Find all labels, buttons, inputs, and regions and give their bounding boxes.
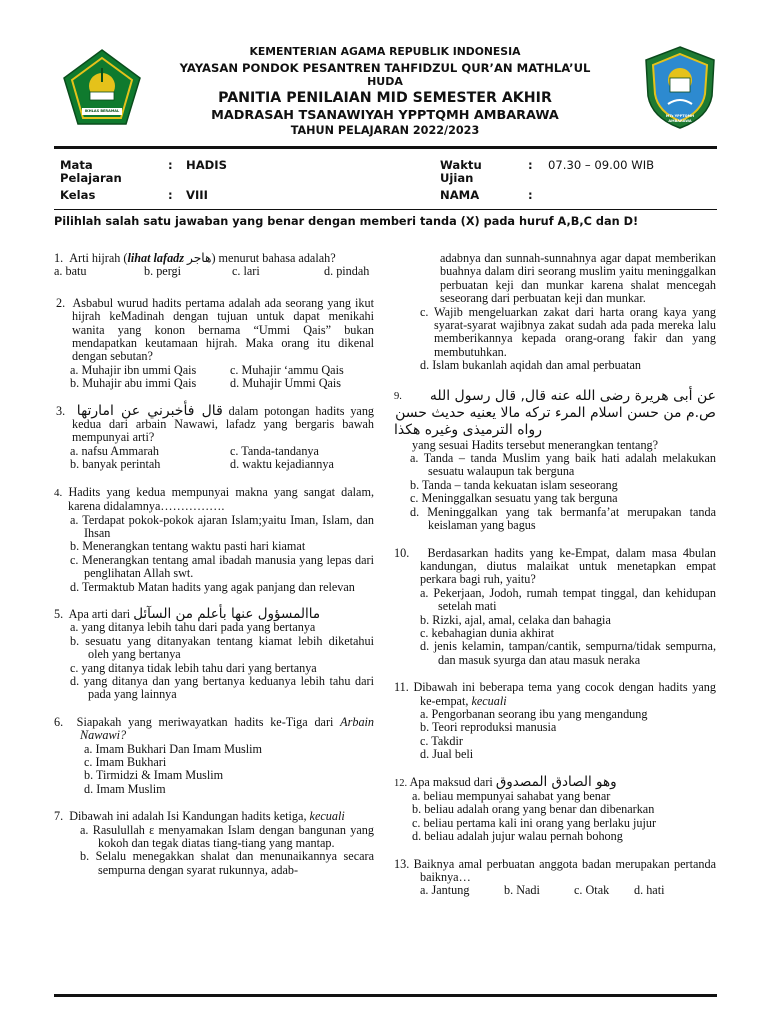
question-3-text	[54, 402, 375, 445]
question-7-options-right	[394, 306, 716, 373]
q3-option-b[interactable]: b. banyak perintah	[70, 457, 161, 472]
q4-option-d[interactable]: d. Termaktub Matan hadits yang agak panjang dan relevan	[70, 579, 355, 594]
question-3-body: dalam potongan hadits yang kedua dari arbain Nawawi, lafadz yang bergaris bawah mempunyai arti?	[72, 403, 375, 445]
header-year: TAHUN PELAJARAN 2022/2023	[290, 124, 480, 137]
q13-option-c[interactable]: c. Otak	[574, 883, 610, 898]
question-6-number: 6.	[54, 714, 64, 729]
time-value: 07.30 – 09.00 WIB	[548, 158, 655, 172]
question-6	[54, 716, 374, 796]
question-12-options	[394, 790, 716, 844]
q11-option-b[interactable]: b. Teori reproduksi manusia	[420, 720, 557, 735]
question-9-arabic-line1	[394, 387, 716, 405]
question-10-options	[394, 587, 716, 667]
question-4	[54, 486, 374, 594]
q1-option-c[interactable]: c. lari	[232, 264, 260, 279]
q13-option-d[interactable]: d. hati	[634, 883, 665, 898]
question-6-text	[54, 716, 374, 743]
q12-option-d[interactable]: d. beliau adalah jujur walau pernah bohong	[412, 829, 623, 844]
question-5-arabic: ماالمسؤول عنها بأعلم من السآئل	[133, 605, 321, 622]
question-5-number: 5.	[54, 606, 64, 621]
question-7-number: 7.	[54, 809, 64, 824]
question-7-italic: kecuali	[309, 809, 345, 824]
q2-option-a[interactable]: a. Muhajir ibn ummi Qais	[70, 362, 197, 377]
question-7-continued	[394, 252, 716, 306]
q4-option-a[interactable]: a. Terdapat pokok-pokok ajaran Islam;yaitu Iman, Islam, dan Ihsan	[70, 512, 374, 540]
question-13-options	[394, 884, 716, 897]
question-1-post: ) menurut bahasa adalah?	[211, 251, 336, 265]
q10-option-a[interactable]: a. Pekerjaan, Jodoh, rumah tempat tinggal, dan kehidupan setelah mati	[420, 585, 716, 614]
kemenag-logo-text: IKHLAS BERAMAL	[84, 109, 120, 113]
question-1-pre: Arti hijrah (	[69, 251, 128, 265]
q9-option-c[interactable]: c. Meninggalkan sesuatu yang tak berguna	[410, 491, 618, 506]
q10-option-d[interactable]: d. jenis kelamin, tampan/cantik, sempurna/tidak sempurna, dan masuk syurga dan atau masuk neraka	[420, 639, 716, 667]
left-column	[54, 252, 374, 877]
q5-option-a[interactable]: a. yang ditanya lebih tahu dari pada yang bertanya	[70, 620, 316, 635]
question-12-arabic: وهو الصادق المصدوق	[495, 773, 617, 790]
question-6-body: Siapakah yang meriwayatkan hadits ke-Tiga dari	[76, 714, 334, 729]
subject-value: HADIS	[186, 158, 227, 172]
header-school: MADRASAH TSANAWIYAH YPPTQMH AMBARAWA	[211, 108, 559, 123]
q11-option-a[interactable]: a. Pengorbanan seorang ibu yang mengandung	[420, 706, 648, 721]
q9-option-b[interactable]: b. Tanda – tanda kekuatan islam seseorang	[410, 477, 618, 492]
q2-option-b[interactable]: b. Muhajir abu immi Qais	[70, 376, 197, 391]
q7-option-c[interactable]: c. Wajib mengeluarkan zakat dari harta orang kaya yang syarat-syarat wajibnya zakat sudah ada pada mereka lalu memberikannya kepada orang-orang fakir dan yang membutuhkan.	[420, 304, 716, 359]
q7-option-a[interactable]: a. Rasulullah ε menyamakan Islam dengan bangunan yang kokoh dan tegak diatas tiang-tiang yang mantap.	[80, 822, 374, 851]
q3-option-c[interactable]: c. Tanda-tandanya	[230, 443, 319, 458]
q13-option-a[interactable]: a. Jantung	[420, 883, 470, 898]
question-5	[54, 605, 374, 702]
question-1-options	[54, 265, 374, 278]
name-label: NAMA	[440, 188, 480, 202]
question-2-text	[54, 297, 374, 364]
name-colon: :	[528, 188, 533, 202]
subject-colon: :	[168, 158, 173, 172]
q7-option-b-cont: adabnya dan sunnah-sunnahnya agar dapat memberikan buahnya dalam diri seorang muslim yaitu meninggalkan perbuatan keji dan munkar karena shalat mencegah seseorang dari perbuatan keji dan munkar.	[440, 251, 716, 306]
q6-option-a[interactable]: a. Imam Bukhari Dan Imam Muslim	[84, 741, 263, 756]
q11-option-d[interactable]: d. Jual beli	[420, 747, 474, 762]
q11-option-c[interactable]: c. Takdir	[420, 733, 463, 748]
question-3-number: 3.	[56, 403, 66, 418]
q5-option-d[interactable]: d. yang ditanya dan yang bertanya keduanya lebih tahu dari pada yang lainnya	[70, 673, 374, 702]
question-9-arabic-1: عن أبى هريرة رضى الله عنه قال, قال رسول الله	[429, 387, 716, 404]
question-12-number: 12.	[394, 777, 408, 789]
question-7-body: Dibawah ini adalah Isi Kandungan hadits ketiga,	[69, 809, 307, 824]
question-7-text	[54, 810, 374, 823]
question-12	[394, 773, 716, 844]
question-10-body: Berdasarkan hadits yang ke-Empat, dalam masa 4bulan kandungan, diutus malaikat untuk menetapkan empat perkara bagi ruh, yaitu?	[420, 545, 717, 587]
q4-option-c[interactable]: c. Menerangkan tentang amal ibadah manusia yang lepas dari penglihatan Allah swt.	[70, 552, 374, 581]
q12-option-b[interactable]: b. beliau adalah orang yang benar dan dibenarkan	[412, 802, 655, 817]
q9-option-d[interactable]: d. Meninggalkan yang tak bermanfa’at merupakan tanda keislaman yang bagus	[410, 504, 716, 533]
question-1-arabic: هاجر	[187, 251, 212, 265]
time-label: Waktu Ujian	[440, 158, 482, 185]
header-committee: PANITIA PENILAIAN MID SEMESTER AKHIR	[218, 90, 552, 106]
school-logo	[640, 44, 720, 130]
question-5-options	[54, 621, 374, 701]
q4-option-b[interactable]: b. Menerangkan tentang waktu pasti hari kiamat	[70, 539, 306, 554]
q3-option-a[interactable]: a. nafsu Ammarah	[70, 443, 160, 458]
q7-option-d[interactable]: d. Islam bukanlah aqidah dan amal perbuatan	[420, 358, 641, 373]
q7-option-b[interactable]: b. Selalu menegakkan shalat dan menunaikannya secara sempurna dengan syarat rukunnya, adab-	[80, 849, 374, 877]
q12-option-a[interactable]: a. beliau mempunyai sahabat yang benar	[412, 789, 611, 803]
question-4-number: 4.	[54, 486, 63, 499]
question-9-options	[394, 452, 716, 532]
question-11-options	[394, 708, 716, 762]
question-10-text	[394, 547, 716, 587]
question-4-body: Hadits yang kedua mempunyai makna yang sangat dalam, karena didalamnya…………….	[68, 484, 374, 514]
question-6-options	[54, 743, 374, 797]
question-9-arabic-2: ص.م من حسن اسلام المرء تركه مالا يعنيه حديث حسن	[395, 404, 716, 421]
question-13-number: 13.	[394, 856, 410, 871]
q3-option-d[interactable]: d. waktu kejadiannya	[230, 457, 334, 472]
class-label: Kelas	[60, 188, 96, 202]
header-foundation: YAYASAN PONDOK PESANTREN TAHFIDZUL QUR’AN MATHLA’UL	[179, 61, 591, 75]
info-rule	[54, 209, 717, 210]
question-11-body: Dibawah ini beberapa tema yang cocok dengan hadits yang ke-empat,	[413, 680, 716, 708]
question-5-text	[54, 605, 374, 622]
q9-option-a[interactable]: a. Tanda – tanda Muslim yang baik hati adalah melakukan sesuatu walaupun tak berguna	[410, 451, 716, 479]
school-logo-text: MTs YPPTQMH AMBARAWA	[665, 114, 695, 123]
right-column	[394, 252, 716, 898]
question-6-italic: Arbain Nawawi?	[80, 714, 375, 743]
question-13-text	[394, 858, 716, 885]
class-colon: :	[168, 188, 173, 202]
time-colon: :	[528, 158, 533, 172]
footer-rule	[54, 994, 717, 997]
question-10-number: 10.	[394, 545, 410, 560]
question-9-arabic-3: رواه الترميذى وغيره هكذا	[394, 421, 542, 438]
q5-option-b[interactable]: b. sesuatu yang ditanyakan tentang kiamat lebih diketahui oleh yang bertanya	[70, 633, 374, 662]
question-1	[54, 252, 374, 279]
question-1-number: 1.	[54, 251, 64, 265]
question-12-pre: Apa maksud dari	[409, 774, 493, 789]
question-11-number: 11.	[394, 680, 409, 695]
question-1-text	[54, 252, 374, 265]
question-11	[394, 681, 716, 761]
q1-option-a[interactable]: a. batu	[54, 264, 87, 279]
question-9-text: yang sesuai Hadits tersebut menerangkan tentang?	[412, 437, 659, 452]
question-2-number: 2.	[56, 295, 66, 310]
question-1-bold: lihat lafadz	[127, 251, 184, 265]
question-12-text	[394, 773, 716, 790]
q10-option-c[interactable]: c. kebahagian dunia akhirat	[420, 625, 555, 640]
q5-option-c[interactable]: c. yang ditanya tidak lebih tahu dari yang bertanya	[70, 660, 317, 675]
q1-option-b[interactable]: b. pergi	[144, 264, 182, 279]
subject-label: Mata Pelajaran	[60, 158, 122, 185]
header-rule	[54, 146, 717, 149]
question-4-text	[54, 486, 374, 514]
header-ministry: KEMENTERIAN AGAMA REPUBLIK INDONESIA	[249, 45, 521, 58]
question-2-body: Asbabul wurud hadits pertama adalah ada seorang yang ikut hijrah keMadinah dengan tujuan untuk dapat menikahi wanita yang konon bernama “Ummi Qais” bukan mendapatkan keutamaan hijrah. Maka orang itu dikenal dengan sebutan?	[72, 295, 374, 364]
q2-option-d[interactable]: d. Muhajir Ummi Qais	[230, 376, 342, 391]
instruction: Pilihlah salah satu jawaban yang benar dengan memberi tanda (X) pada huruf A,B,C dan D!	[54, 215, 639, 228]
header-foundation-cont: HUDA	[367, 75, 403, 88]
question-5-pre: Apa arti dari	[68, 606, 131, 621]
question-7-options-left	[54, 824, 374, 878]
q2-option-c[interactable]: c. Muhajir ‘ammu Qais	[230, 362, 344, 377]
q6-option-b[interactable]: b. Tirmidzi & Imam Muslim	[84, 768, 224, 783]
q6-option-c[interactable]: c. Imam Bukhari	[84, 755, 167, 769]
question-9-number: 9.	[394, 390, 402, 402]
question-4-options	[54, 514, 374, 594]
question-11-italic: kecuali	[471, 693, 507, 708]
question-3-arabic: قال فأخبرني عن امارتها	[76, 402, 223, 419]
q10-option-b[interactable]: b. Rizki, ajal, amal, celaka dan bahagia	[420, 612, 611, 627]
question-13-body: Baiknya amal perbuatan anggota badan merupakan pertanda baiknya…	[413, 856, 717, 885]
kemenag-logo	[60, 48, 144, 128]
question-10	[394, 547, 716, 668]
q12-option-c[interactable]: c. beliau pertama kali ini orang yang berlaku jujur	[412, 815, 656, 830]
class-value: VIII	[186, 188, 208, 202]
q6-option-d[interactable]: d. Imam Muslim	[84, 781, 166, 796]
q1-option-d[interactable]: d. pindah	[324, 264, 370, 279]
question-11-text	[394, 681, 716, 708]
q13-option-b[interactable]: b. Nadi	[504, 883, 540, 898]
question-13	[394, 858, 716, 898]
question-2-options	[54, 364, 374, 391]
question-2	[54, 297, 374, 391]
question-3-options	[54, 445, 374, 472]
question-7	[54, 810, 374, 877]
question-9	[394, 387, 716, 533]
question-3	[54, 402, 375, 472]
